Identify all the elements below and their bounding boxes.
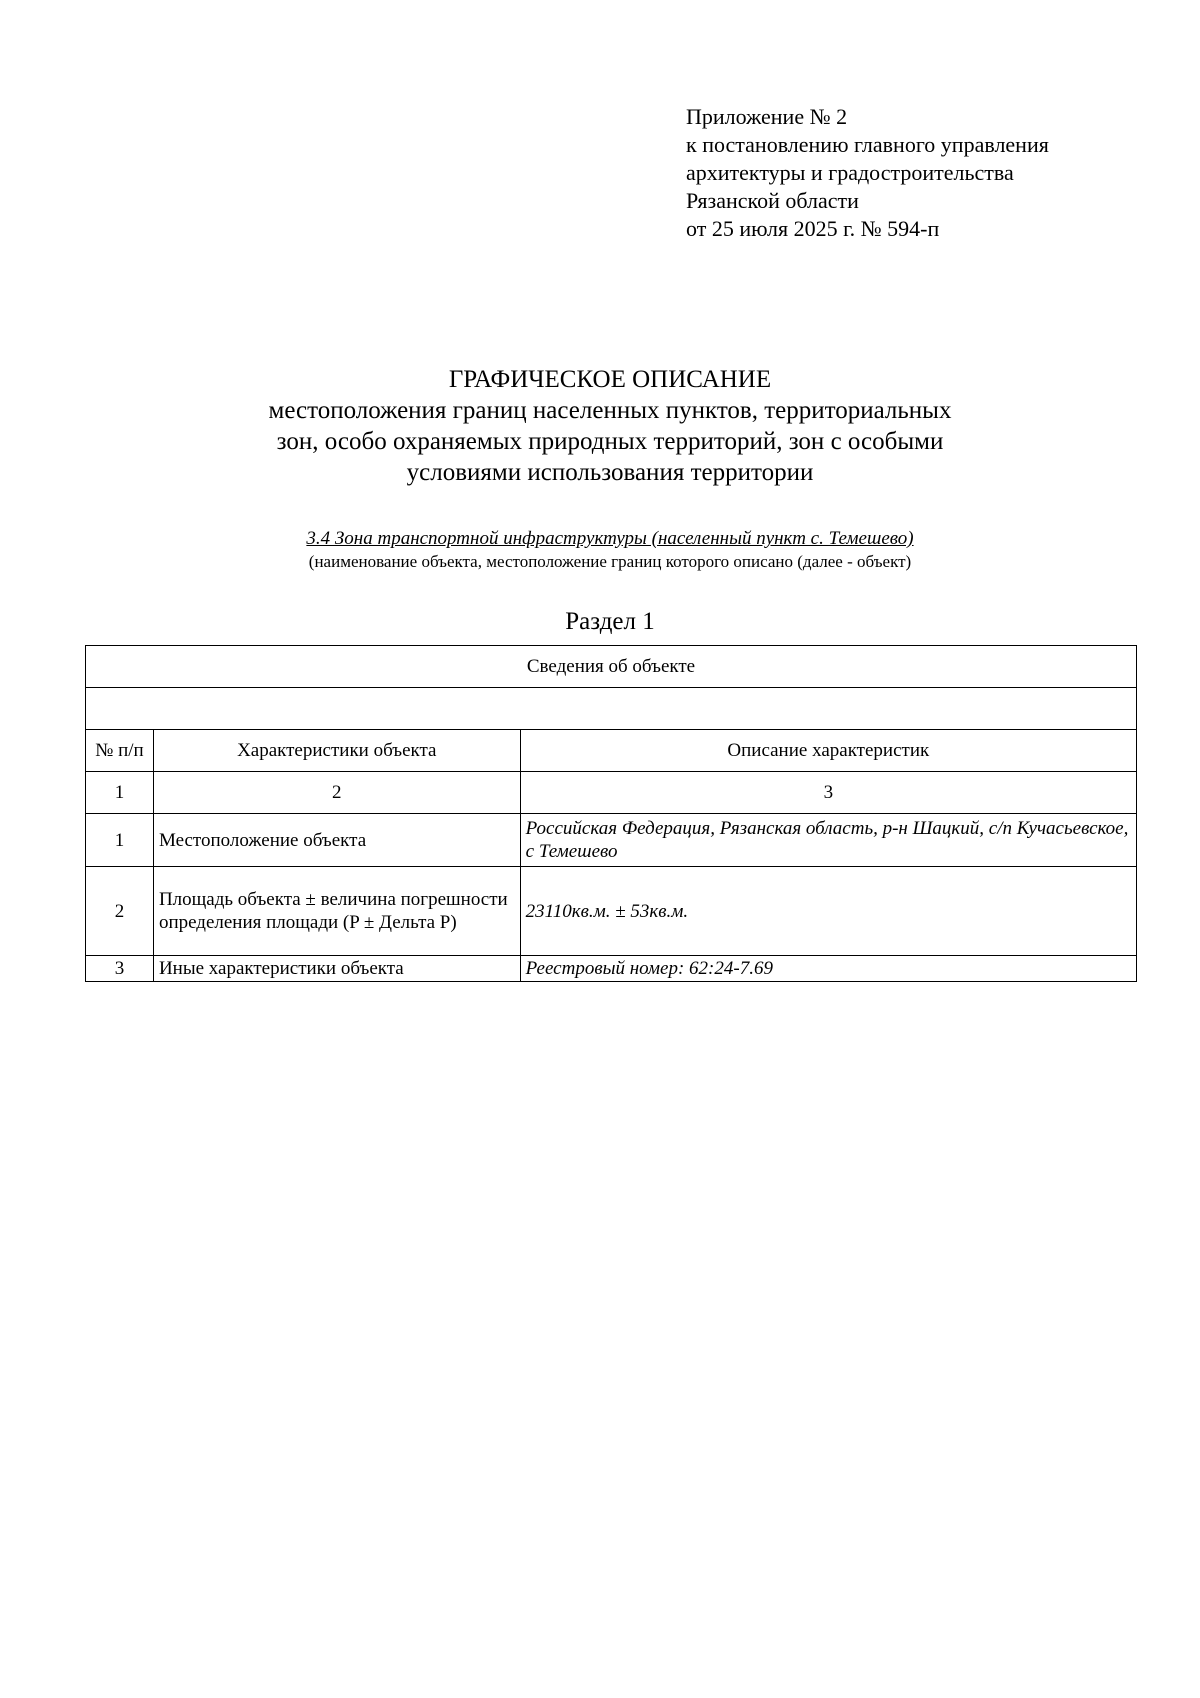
row-description: 23110кв.м. ± 53кв.м. bbox=[520, 867, 1136, 956]
appendix-line: Рязанской области bbox=[686, 188, 859, 213]
table-row bbox=[86, 956, 1137, 982]
section-heading: Раздел 1 bbox=[565, 608, 655, 635]
column-number: 1 bbox=[86, 772, 154, 814]
table-title: Сведения об объекте bbox=[86, 646, 1137, 688]
row-characteristic: Местоположение объекта bbox=[153, 814, 520, 867]
appendix-line: от 25 июля 2025 г. № 594-п bbox=[686, 216, 940, 241]
appendix-line: к постановлению главного управления bbox=[686, 132, 1049, 157]
appendix-line: архитектуры и градостроительства bbox=[686, 160, 1014, 185]
row-number: 2 bbox=[86, 867, 154, 956]
title-main: ГРАФИЧЕСКОЕ ОПИСАНИЕ bbox=[448, 366, 772, 393]
title-line: условиями использования территории bbox=[406, 459, 814, 486]
column-header-characteristic: Характеристики объекта bbox=[153, 730, 520, 772]
row-characteristic: Площадь объекта ± величина погрешности определения площади (P ± Дельта P) bbox=[153, 867, 520, 956]
column-number: 2 bbox=[153, 772, 520, 814]
table-row bbox=[86, 814, 1137, 867]
table-header-row bbox=[86, 730, 1137, 772]
column-number: 3 bbox=[520, 772, 1136, 814]
object-name: 3.4 Зона транспортной инфраструктуры (населенный пункт с. Темешево) bbox=[306, 528, 914, 549]
column-header-number: № п/п bbox=[86, 730, 154, 772]
title-line: зон, особо охраняемых природных территорий, зон с особыми bbox=[276, 428, 944, 455]
table-empty-row bbox=[86, 688, 1137, 730]
column-header-description: Описание характеристик bbox=[520, 730, 1136, 772]
object-name-caption: (наименование объекта, местоположение границ которого описано (далее - объект) bbox=[308, 552, 912, 571]
object-name-block bbox=[90, 527, 1130, 572]
row-description: Реестровый номер: 62:24-7.69 bbox=[520, 956, 1136, 982]
table-column-numbers-row bbox=[86, 772, 1137, 814]
appendix-line: Приложение № 2 bbox=[686, 104, 848, 129]
appendix-block bbox=[686, 103, 1049, 243]
row-description: Российская Федерация, Рязанская область, р-н Шацкий, с/п Кучасьевское, с Темешево bbox=[520, 814, 1136, 867]
row-number: 3 bbox=[86, 956, 154, 982]
title-line: местоположения границ населенных пунктов, территориальных bbox=[268, 397, 952, 424]
table-row bbox=[86, 867, 1137, 956]
document-title bbox=[90, 364, 1130, 488]
row-number: 1 bbox=[86, 814, 154, 867]
row-characteristic: Иные характеристики объекта bbox=[153, 956, 520, 982]
object-info-table bbox=[85, 645, 1137, 982]
